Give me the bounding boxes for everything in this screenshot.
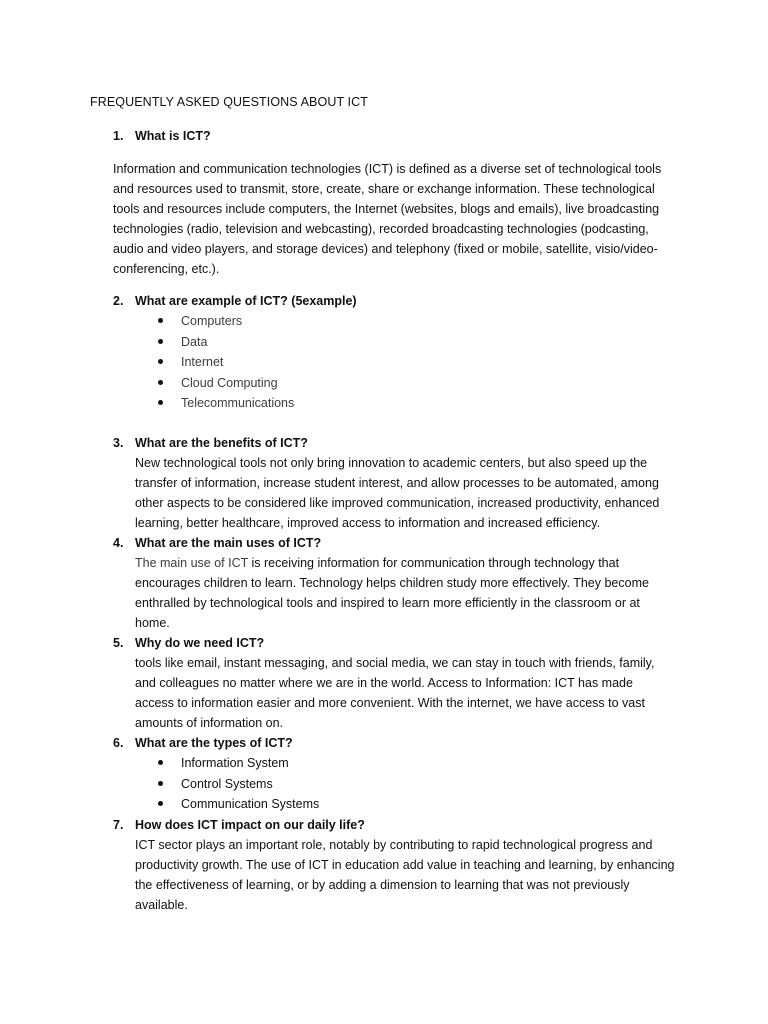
document-title: FREQUENTLY ASKED QUESTIONS ABOUT ICT [90,95,368,109]
question-5-answer: tools like email, instant messaging, and social media, we can stay in touch with friends, family, and colleagues no matter where we are in the world. Access to Information: ICT has made access to information easier and more convenient. With the internet, we have access to vast amounts of information on. [135,656,655,730]
list-item: Computers [158,311,294,332]
list-item: Control Systems [158,774,319,795]
question-number: 3. [113,436,124,450]
question-number: 7. [113,818,124,832]
question-text: What are the benefits of ICT? [135,436,308,450]
answer-lead: The main use of ICT [135,556,249,570]
question-6-heading [113,733,293,753]
question-4-answer [135,553,675,633]
question-number: 4. [113,536,124,550]
question-text: Why do we need ICT? [135,636,265,650]
question-5-heading [113,633,264,653]
ict-types-list [158,753,319,815]
bullet-icon [158,400,163,405]
bullet-icon [158,339,163,344]
bullet-icon [158,318,163,323]
bullet-icon [158,380,163,385]
question-number: 2. [113,294,124,308]
question-3-answer: New technological tools not only bring innovation to academic centers, but also speed up the transfer of information, increase student interest, and allow processes to be automated, among other aspects to be considered like improved communication, increased productivity, enhanced learning, better healthcare, improved access to information and increased efficiency. [135,456,660,530]
question-text: How does ICT impact on our daily life? [135,818,365,832]
question-3-heading [113,433,308,453]
question-text: What are example of ICT? (5example) [135,294,357,308]
bullet-icon [158,801,163,806]
bullet-icon [158,781,163,786]
list-item: Internet [158,352,294,373]
question-number: 6. [113,736,124,750]
question-1-answer: Information and communication technologies (ICT) is defined as a diverse set of technological tools and resources used to transmit, store, create, share or exchange information. These technological tools and resources include computers, the Internet (websites, blogs and emails), live broadcasting technologies (radio, television and webcasting), recorded broadcasting technologies (podcasting, audio and video players, and storage devices) and telephony (fixed or mobile, satellite, visio/video-conferencing, etc.). [113,162,662,276]
question-4-heading [113,533,321,553]
answer-body: is receiving information for communication through technology that encourages children to learn. Technology helps children study more effectively. They become enthralled by technological tools and inspired to learn more efficiently in the classroom or at home. [135,556,649,630]
question-7-heading [113,815,365,835]
question-text: What are the main uses of ICT? [135,536,322,550]
list-item: Telecommunications [158,393,294,414]
ict-examples-list [158,311,294,414]
list-item: Communication Systems [158,794,319,815]
question-text: What are the types of ICT? [135,736,293,750]
bullet-icon [158,760,163,765]
question-7-answer: ICT sector plays an important role, notably by contributing to rapid technological progress and productivity growth. The use of ICT in education add value in teaching and learning, by enhancing the effectiveness of learning, or by adding a dimension to learning that was not previously available. [135,838,675,912]
list-item: Information System [158,753,319,774]
bullet-icon [158,359,163,364]
question-number: 1. [113,129,124,143]
list-item: Cloud Computing [158,373,294,394]
question-number: 5. [113,636,124,650]
question-2-heading [113,291,357,311]
question-text: What is ICT? [135,129,211,143]
question-1-heading [113,126,211,146]
list-item: Data [158,332,294,353]
